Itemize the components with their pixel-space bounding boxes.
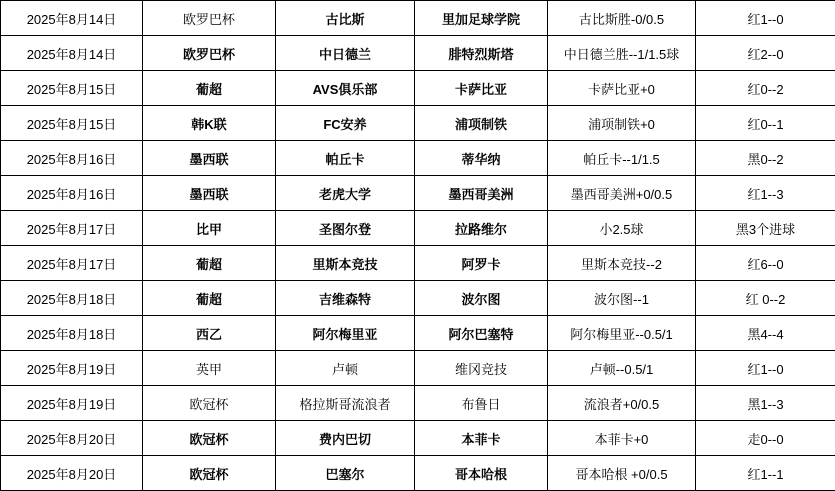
cell-away[interactable]: 本菲卡 [415, 421, 548, 456]
table-row [1, 141, 835, 176]
table-row [1, 386, 835, 421]
cell-home[interactable]: FC安养 [276, 106, 415, 141]
cell-result[interactable]: 红0--2 [696, 71, 835, 106]
cell-home[interactable]: AVS俱乐部 [276, 71, 415, 106]
cell-result[interactable]: 红1--0 [696, 351, 835, 386]
cell-pick[interactable]: 哥本哈根 +0/0.5 [548, 456, 696, 491]
cell-pick[interactable]: 小2.5球 [548, 211, 696, 246]
table-row [1, 281, 835, 316]
table-row [1, 456, 835, 491]
cell-away[interactable]: 卡萨比亚 [415, 71, 548, 106]
cell-league[interactable]: 欧冠杯 [143, 421, 276, 456]
cell-home[interactable]: 帕丘卡 [276, 141, 415, 176]
cell-pick[interactable]: 流浪者+0/0.5 [548, 386, 696, 421]
table-row [1, 36, 835, 71]
cell-result[interactable]: 红0--1 [696, 106, 835, 141]
cell-home[interactable]: 吉维森特 [276, 281, 415, 316]
cell-date[interactable]: 2025年8月19日 [1, 351, 143, 386]
cell-league[interactable]: 西乙 [143, 316, 276, 351]
cell-result[interactable]: 黑0--2 [696, 141, 835, 176]
table-row [1, 246, 835, 281]
cell-result[interactable]: 红2--0 [696, 36, 835, 71]
cell-league[interactable]: 欧冠杯 [143, 456, 276, 491]
cell-result[interactable]: 黑1--3 [696, 386, 835, 421]
cell-home[interactable]: 格拉斯哥流浪者 [276, 386, 415, 421]
cell-date[interactable]: 2025年8月15日 [1, 71, 143, 106]
cell-away[interactable]: 阿尔巴塞特 [415, 316, 548, 351]
cell-away[interactable]: 维冈竞技 [415, 351, 548, 386]
table-row [1, 176, 835, 211]
cell-league[interactable]: 欧罗巴杯 [143, 36, 276, 71]
cell-date[interactable]: 2025年8月17日 [1, 211, 143, 246]
cell-result[interactable]: 红1--1 [696, 456, 835, 491]
cell-date[interactable]: 2025年8月14日 [1, 1, 143, 36]
cell-pick[interactable]: 阿尔梅里亚--0.5/1 [548, 316, 696, 351]
cell-league[interactable]: 韩K联 [143, 106, 276, 141]
cell-pick[interactable]: 卢顿--0.5/1 [548, 351, 696, 386]
cell-result[interactable]: 红6--0 [696, 246, 835, 281]
cell-league[interactable]: 葡超 [143, 281, 276, 316]
cell-away[interactable]: 里加足球学院 [415, 1, 548, 36]
cell-league[interactable]: 葡超 [143, 71, 276, 106]
cell-league[interactable]: 墨西联 [143, 141, 276, 176]
cell-date[interactable]: 2025年8月15日 [1, 106, 143, 141]
cell-away[interactable]: 波尔图 [415, 281, 548, 316]
cell-result[interactable]: 红1--0 [696, 1, 835, 36]
cell-league[interactable]: 欧罗巴杯 [143, 1, 276, 36]
cell-home[interactable]: 卢顿 [276, 351, 415, 386]
table-row [1, 351, 835, 386]
cell-date[interactable]: 2025年8月17日 [1, 246, 143, 281]
cell-result[interactable]: 黑4--4 [696, 316, 835, 351]
cell-league[interactable]: 比甲 [143, 211, 276, 246]
cell-pick[interactable]: 帕丘卡--1/1.5 [548, 141, 696, 176]
cell-date[interactable]: 2025年8月18日 [1, 316, 143, 351]
table-row [1, 1, 835, 36]
cell-away[interactable]: 墨西哥美洲 [415, 176, 548, 211]
cell-date[interactable]: 2025年8月16日 [1, 141, 143, 176]
cell-pick[interactable]: 本菲卡+0 [548, 421, 696, 456]
cell-pick[interactable]: 中日德兰胜--1/1.5球 [548, 36, 696, 71]
cell-date[interactable]: 2025年8月20日 [1, 456, 143, 491]
cell-date[interactable]: 2025年8月14日 [1, 36, 143, 71]
cell-home[interactable]: 圣图尔登 [276, 211, 415, 246]
cell-pick[interactable]: 波尔图--1 [548, 281, 696, 316]
table-row [1, 106, 835, 141]
cell-league[interactable]: 欧冠杯 [143, 386, 276, 421]
cell-home[interactable]: 中日德兰 [276, 36, 415, 71]
cell-result[interactable]: 黑3个进球 [696, 211, 835, 246]
cell-league[interactable]: 英甲 [143, 351, 276, 386]
cell-pick[interactable]: 浦项制铁+0 [548, 106, 696, 141]
cell-date[interactable]: 2025年8月18日 [1, 281, 143, 316]
cell-date[interactable]: 2025年8月20日 [1, 421, 143, 456]
cell-result[interactable]: 红1--3 [696, 176, 835, 211]
cell-away[interactable]: 布鲁日 [415, 386, 548, 421]
cell-away[interactable]: 拉路维尔 [415, 211, 548, 246]
cell-pick[interactable]: 里斯本竞技--2 [548, 246, 696, 281]
cell-home[interactable]: 老虎大学 [276, 176, 415, 211]
cell-home[interactable]: 里斯本竞技 [276, 246, 415, 281]
cell-pick[interactable]: 古比斯胜-0/0.5 [548, 1, 696, 36]
cell-result[interactable]: 红 0--2 [696, 281, 835, 316]
table-row [1, 211, 835, 246]
table-body [1, 1, 835, 491]
table-row [1, 421, 835, 456]
cell-away[interactable]: 腓特烈斯塔 [415, 36, 548, 71]
cell-home[interactable]: 费内巴切 [276, 421, 415, 456]
cell-away[interactable]: 蒂华纳 [415, 141, 548, 176]
table-row [1, 71, 835, 106]
table-row [1, 316, 835, 351]
cell-home[interactable]: 古比斯 [276, 1, 415, 36]
cell-home[interactable]: 阿尔梅里亚 [276, 316, 415, 351]
cell-away[interactable]: 阿罗卡 [415, 246, 548, 281]
cell-home[interactable]: 巴塞尔 [276, 456, 415, 491]
cell-date[interactable]: 2025年8月19日 [1, 386, 143, 421]
cell-date[interactable]: 2025年8月16日 [1, 176, 143, 211]
cell-result[interactable]: 走0--0 [696, 421, 835, 456]
cell-pick[interactable]: 墨西哥美洲+0/0.5 [548, 176, 696, 211]
cell-away[interactable]: 哥本哈根 [415, 456, 548, 491]
cell-pick[interactable]: 卡萨比亚+0 [548, 71, 696, 106]
cell-away[interactable]: 浦项制铁 [415, 106, 548, 141]
cell-league[interactable]: 葡超 [143, 246, 276, 281]
cell-league[interactable]: 墨西联 [143, 176, 276, 211]
